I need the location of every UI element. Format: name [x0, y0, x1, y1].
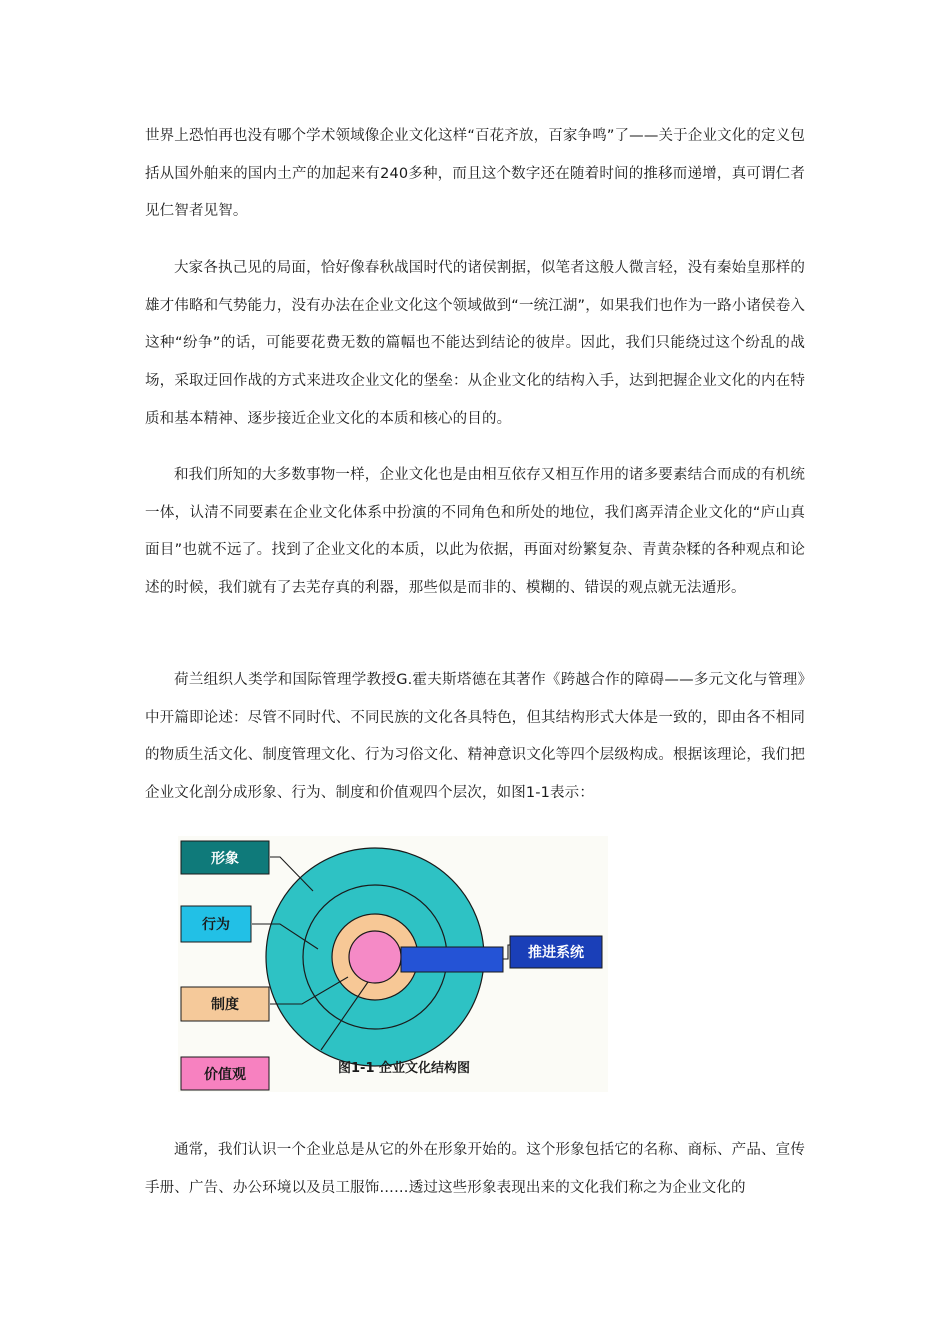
paragraph-1: 世界上恐怕再也没有哪个学术领域像企业文化这样“百花齐放，百家争鸣”了——关于企业文化的定义包括从国外舶来的国内土产的加起来有240多种，而且这个数字还在随着时间的推移而递增，真可谓仁者见仁智者见智。	[145, 128, 805, 220]
culture-structure-diagram	[178, 836, 608, 1092]
system-label: 制度	[211, 997, 239, 1013]
paragraph-4: 荷兰组织人类学和国际管理学教授G.霍夫斯塔德在其著作《跨越合作的障碍——多元文化与管理》中开篇即论述：尽管不同时代、不同民族的文化各具特色，但其结构形式大体是一致的，即由各不相同的物质生活文化、制度管理文化、行为习俗文化、精神意识文化等四个层级构成。根据该理论，我们把企业文化剖分成形象、行为、制度和价值观四个层次，如图1-1表示：	[145, 672, 805, 802]
image-label: 形象	[211, 851, 239, 867]
culture-structure-figure	[178, 836, 608, 1092]
driver-bar	[401, 947, 503, 972]
figure-caption: 图1-1 企业文化结构图	[338, 1061, 471, 1076]
driver-label: 推进系统	[528, 945, 584, 961]
paragraph-3: 和我们所知的大多数事物一样，企业文化也是由相互依存又相互作用的诸多要素结合而成的有机统一体，认清不同要素在企业文化体系中扮演的不同角色和所处的地位，我们离弄清企业文化的“庐山真面目”也就不远了。找到了企业文化的本质，以此为依据，再面对纷繁复杂、青黄杂糅的各种观点和论述的时候，我们就有了去芜存真的利器，那些似是而非的、模糊的、错误的观点就无法遁形。	[145, 467, 805, 597]
core-values	[349, 931, 401, 983]
values-label: 价值观	[204, 1067, 246, 1083]
paragraph-2: 大家各执己见的局面，恰好像春秋战国时代的诸侯割据，似笔者这般人微言轻，没有秦始皇那样的雄才伟略和气势能力，没有办法在企业文化这个领域做到“一统江湖”，如果我们也作为一路小诸侯卷入这种“纷争”的话，可能要花费无数的篇幅也不能达到结论的彼岸。因此，我们只能绕过这个纷乱的战场，采取迂回作战的方式来进攻企业文化的堡垒：从企业文化的结构入手，达到把握企业文化的内在特质和基本精神、逐步接近企业文化的本质和核心的目的。	[145, 260, 805, 427]
behavior-label: 行为	[202, 917, 230, 933]
paragraph-5: 通常，我们认识一个企业总是从它的外在形象开始的。这个形象包括它的名称、商标、产品、宣传手册、广告、办公环境以及员工服饰……透过这些形象表现出来的文化我们称之为企业文化的	[145, 1142, 805, 1196]
